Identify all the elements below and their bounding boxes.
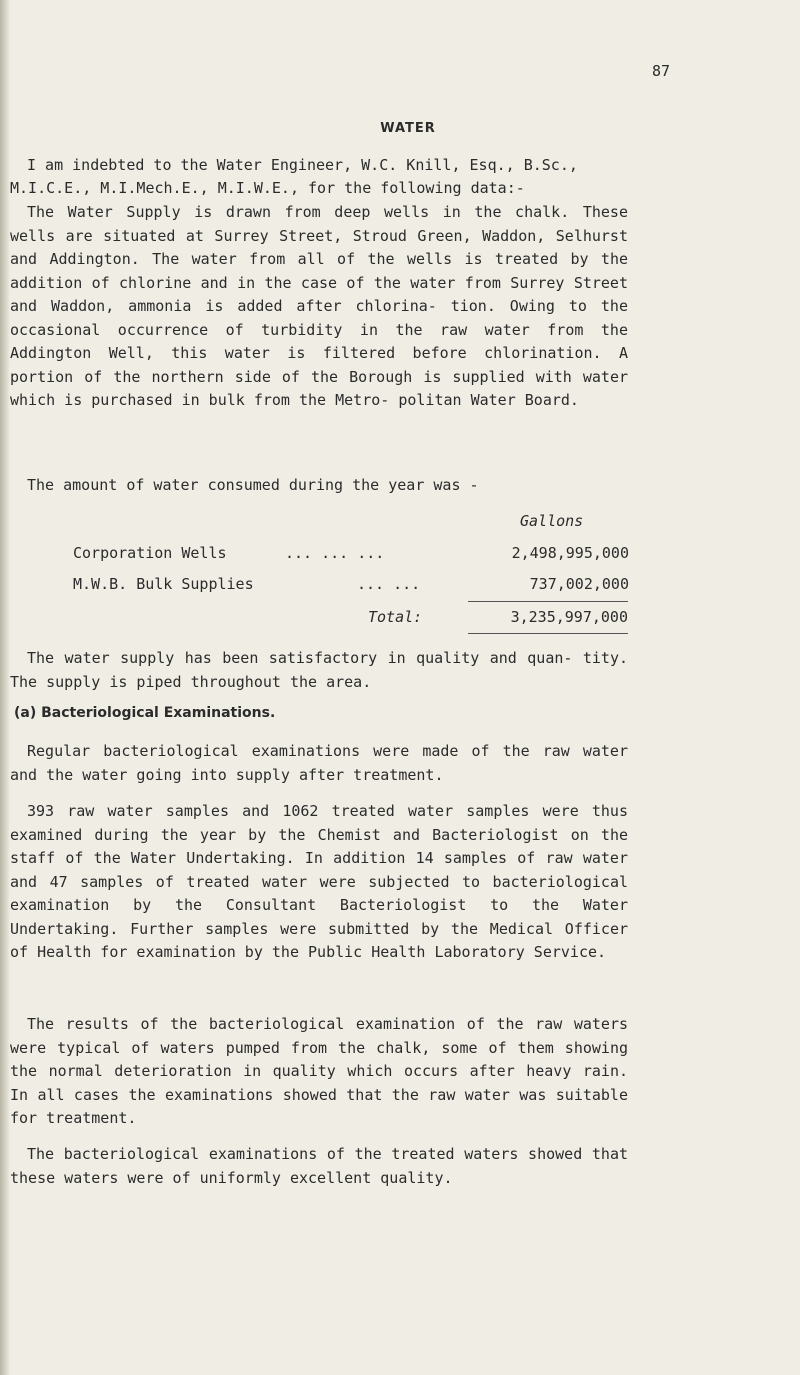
paragraph-treated-results: The bacteriological examinations of the treated waters showed that these waters were of uniformly excellent quality. — [10, 1145, 628, 1187]
total-rule-bottom — [468, 633, 628, 634]
intro-line-2: M.I.C.E., M.I.Mech.E., M.I.W.E., for the following data:- — [10, 179, 525, 197]
section-heading: WATER — [380, 121, 436, 136]
row-value: 737,002,000 — [529, 575, 629, 593]
paragraph-regular-examinations: Regular bacteriological examinations were made of the raw water and the water going into supply after treatment. — [10, 742, 628, 784]
page-number: 87 — [651, 62, 670, 80]
row-value: 2,498,995,000 — [511, 544, 629, 562]
subheading-bacteriological: (a) Bacteriological Examinations. — [14, 705, 276, 721]
total-value: 3,235,997,000 — [510, 608, 628, 626]
intro-line-1: I am indebted to the Water Engineer, W.C. Knill, Esq., B.Sc., — [27, 156, 578, 174]
paragraph-satisfactory: The water supply has been satisfactory in quality and quan- tity. The supply is piped throughout the area. — [10, 649, 628, 691]
paragraph-samples: 393 raw water samples and 1062 treated water samples were thus examined during the year by the Chemist and Bacteriologist on the staff of the Water Undertaking. In addition 14 samples of raw water and 47 samples of treated water were subjected to bacteriological examination by the Consultant Bacteriologist to the Water Undertaking. Further samples were submitted by the Medical Officer of Health for examination by the Public Health Laboratory Service. — [10, 802, 628, 961]
paragraph-amount-consumed: The amount of water consumed during the year was - — [27, 476, 479, 494]
paragraph-water-supply: The Water Supply is drawn from deep wells in the chalk. These wells are situated at Surrey Street, Stroud Green, Waddon, Selhurst and Addington. The water from all of the wells is treated by the addition of chlorine and in the case of the water from Surrey Street and Waddon, ammonia is added after chlorina- tion. Owing to the occasional occurrence of turbidity in the raw water from the Addington Well, this water is filtered before chlorination. A portion of the northern side of the Borough is supplied with water which is purchased in bulk from the Metro- politan Water Board. — [10, 203, 628, 409]
total-rule-top — [468, 601, 628, 602]
paragraph-raw-results: The results of the bacteriological examination of the raw waters were typical of waters pumped from the chalk, some of them showing the normal deterioration in quality which occurs after heavy rain. In all cases the examinations showed that the raw water was suitable for treatment. — [10, 1015, 628, 1127]
row-label: M.W.B. Bulk Supplies — [73, 575, 254, 593]
table-row — [73, 544, 629, 566]
table-row — [73, 575, 629, 597]
row-label: Corporation Wells — [73, 544, 227, 562]
table-unit-header: Gallons — [520, 512, 584, 530]
page-binding-edge — [0, 0, 10, 1375]
row-leader-dots: ... ... — [357, 575, 421, 593]
total-label: Total: — [368, 608, 423, 626]
row-leader-dots: ... ... ... — [285, 544, 385, 562]
